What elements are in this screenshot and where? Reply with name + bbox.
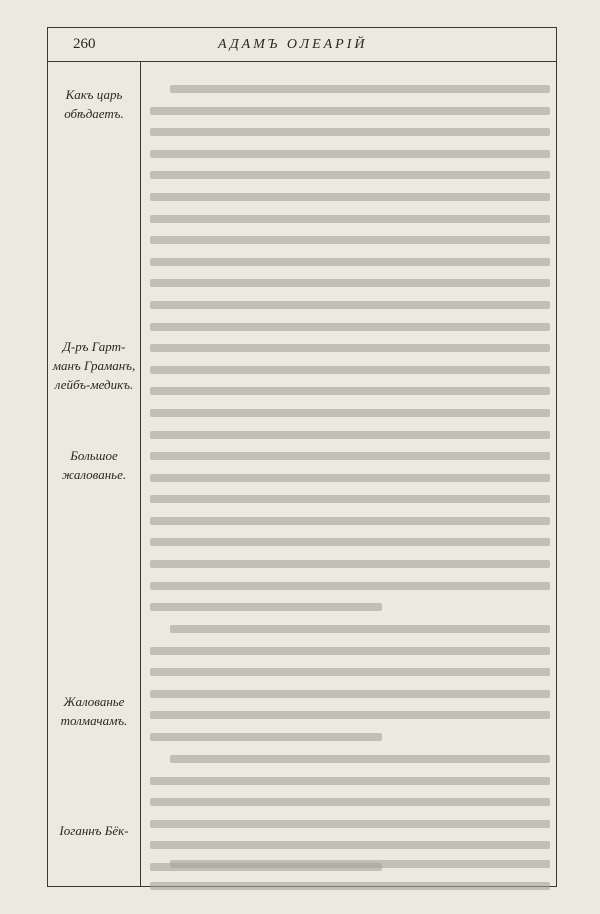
margin-note-large-salary: Большое жалованье.: [61, 448, 127, 482]
page-number: 260: [73, 36, 96, 52]
text-paragraph-tsar-dining: [150, 78, 550, 618]
margin-note-johann-becker: Іоганнъ Бёк-: [59, 823, 129, 838]
text-paragraph-johann-becker: [150, 853, 550, 896]
margin-note-tsar-dines: Какъ царь обѣдаетъ.: [64, 87, 124, 121]
margin-rule: [140, 61, 141, 886]
margin-note-dr-hartmann: Д-ръ Гарт- манъ Граманъ, лейбъ-медикъ.: [52, 339, 136, 392]
text-paragraph-boyars-pay: [150, 618, 550, 748]
running-title: АДАМЪ ОЛЕАРІЙ: [218, 37, 368, 52]
margin-note-interpreters-salary: Жалованье толмачамъ.: [60, 694, 128, 728]
page-frame: [47, 27, 557, 887]
header-rule: [48, 61, 556, 62]
